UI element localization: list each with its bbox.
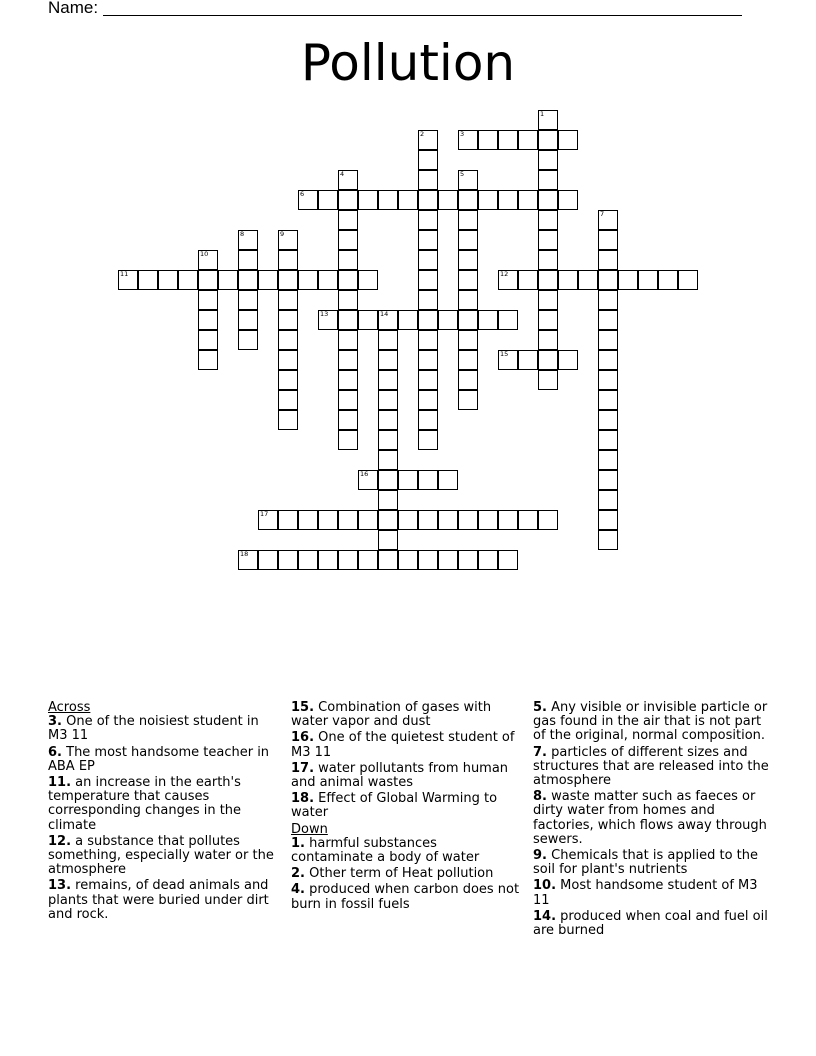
grid-cell[interactable] — [538, 270, 558, 290]
clue-number: 3 — [460, 130, 465, 138]
grid-cell[interactable] — [458, 350, 478, 370]
clue-number: 9 — [280, 230, 285, 238]
clue-down-10: 10. Most handsome student of M3 11 — [533, 878, 758, 908]
grid-cell[interactable] — [298, 550, 318, 570]
grid-cell[interactable] — [318, 510, 338, 530]
grid-cell[interactable] — [278, 290, 298, 310]
grid-cell[interactable] — [278, 550, 298, 570]
clue-across-3: 3. One of the noisiest student in M3 11 — [48, 714, 259, 744]
grid-cell[interactable] — [398, 470, 418, 490]
grid-cell[interactable] — [238, 250, 258, 270]
grid-cell[interactable] — [378, 490, 398, 510]
clue-down-8: 8. waste matter such as faeces or dirty water from homes and factories, which flows away through sewers. — [533, 789, 767, 847]
grid-cell[interactable] — [198, 250, 218, 270]
grid-cell[interactable] — [498, 270, 518, 290]
grid-cell[interactable] — [338, 250, 358, 270]
grid-cell[interactable] — [338, 190, 358, 210]
grid-cell[interactable] — [598, 250, 618, 270]
grid-cell[interactable] — [358, 190, 378, 210]
grid-cell[interactable] — [438, 550, 458, 570]
grid-cell[interactable] — [358, 310, 378, 330]
grid-cell[interactable] — [478, 550, 498, 570]
grid-cell[interactable] — [458, 310, 478, 330]
grid-cell[interactable] — [598, 450, 618, 470]
grid-cell[interactable] — [458, 230, 478, 250]
grid-cell[interactable] — [358, 470, 378, 490]
grid-cell[interactable] — [538, 190, 558, 210]
grid-cell[interactable] — [378, 390, 398, 410]
grid-cell[interactable] — [278, 310, 298, 330]
clue-down-1: 1. harmful substances contaminate a body of water — [291, 835, 480, 866]
grid-cell[interactable] — [278, 230, 298, 250]
grid-cell[interactable] — [458, 130, 478, 150]
grid-cell[interactable] — [598, 330, 618, 350]
grid-cell[interactable] — [498, 550, 518, 570]
grid-cell[interactable] — [418, 430, 438, 450]
grid-cell[interactable] — [458, 330, 478, 350]
grid-cell[interactable] — [678, 270, 698, 290]
grid-cell[interactable] — [378, 450, 398, 470]
grid-cell[interactable] — [538, 330, 558, 350]
grid-cell[interactable] — [378, 410, 398, 430]
clue-number: 17 — [260, 510, 269, 518]
grid-cell[interactable] — [198, 270, 218, 290]
grid-cell[interactable] — [198, 290, 218, 310]
clue-number: 8 — [240, 230, 245, 238]
grid-cell[interactable] — [598, 210, 618, 230]
grid-cell[interactable] — [418, 330, 438, 350]
grid-cell[interactable] — [618, 270, 638, 290]
grid-cell[interactable] — [538, 110, 558, 130]
grid-cell[interactable] — [538, 210, 558, 230]
grid-cell[interactable] — [338, 310, 358, 330]
grid-cell[interactable] — [458, 390, 478, 410]
grid-cell[interactable] — [418, 470, 438, 490]
clue-column-2 — [291, 701, 523, 914]
grid-cell[interactable] — [478, 190, 498, 210]
grid-cell[interactable] — [398, 510, 418, 530]
grid-cell[interactable] — [198, 350, 218, 370]
grid-cell[interactable] — [598, 410, 618, 430]
grid-cell[interactable] — [438, 190, 458, 210]
grid-cell[interactable] — [518, 270, 538, 290]
grid-cell[interactable] — [438, 510, 458, 530]
grid-cell[interactable] — [238, 550, 258, 570]
grid-cell[interactable] — [338, 370, 358, 390]
grid-cell[interactable] — [418, 350, 438, 370]
grid-cell[interactable] — [378, 430, 398, 450]
grid-cell[interactable] — [198, 310, 218, 330]
grid-cell[interactable] — [198, 330, 218, 350]
clue-across-16: 16. One of the quietest student of M3 11 — [291, 730, 515, 760]
clue-down-9: 9. Chemicals that is applied to the soil for plant's nutrients — [533, 848, 758, 878]
grid-cell[interactable] — [598, 270, 618, 290]
grid-cell[interactable] — [338, 350, 358, 370]
grid-cell[interactable] — [458, 510, 478, 530]
grid-cell[interactable] — [498, 350, 518, 370]
grid-cell[interactable] — [318, 270, 338, 290]
grid-cell[interactable] — [418, 310, 438, 330]
clue-number: 6 — [300, 190, 305, 198]
grid-cell[interactable] — [418, 510, 438, 530]
clue-across-15: 15. Combination of gases with water vapor and dust — [291, 700, 492, 730]
clue-number: 4 — [340, 170, 345, 178]
clue-number: 7 — [600, 210, 605, 218]
grid-cell[interactable] — [418, 190, 438, 210]
grid-cell[interactable] — [278, 250, 298, 270]
grid-cell[interactable] — [458, 290, 478, 310]
clue-number: 18 — [240, 550, 249, 558]
grid-cell[interactable] — [498, 510, 518, 530]
clue-across-12: 12. a substance that pollutes something, especially water or the atmosphere — [48, 833, 274, 878]
down-heading: Down — [291, 821, 328, 837]
clue-across-13: 13. remains, of dead animals and plants that were buried under dirt and rock. — [48, 878, 269, 922]
grid-cell[interactable] — [358, 550, 378, 570]
grid-cell[interactable] — [518, 190, 538, 210]
clue-number: 1 — [540, 110, 545, 118]
grid-cell[interactable] — [458, 270, 478, 290]
clue-number: 16 — [360, 470, 369, 478]
grid-cell[interactable] — [278, 410, 298, 430]
grid-cell[interactable] — [278, 390, 298, 410]
grid-cell[interactable] — [338, 550, 358, 570]
grid-cell[interactable] — [258, 270, 278, 290]
grid-cell[interactable] — [278, 330, 298, 350]
clue-down-7: 7. particles of different sizes and structures that are released into the atmosphere — [533, 744, 769, 789]
grid-cell[interactable] — [598, 290, 618, 310]
grid-cell[interactable] — [338, 210, 358, 230]
grid-cell[interactable] — [538, 350, 558, 370]
grid-cell[interactable] — [258, 550, 278, 570]
grid-cell[interactable] — [218, 270, 238, 290]
grid-cell[interactable] — [478, 510, 498, 530]
grid-cell[interactable] — [398, 550, 418, 570]
grid-cell[interactable] — [278, 270, 298, 290]
grid-cell[interactable] — [318, 190, 338, 210]
grid-cell[interactable] — [338, 390, 358, 410]
grid-cell[interactable] — [538, 230, 558, 250]
grid-cell[interactable] — [638, 270, 658, 290]
grid-cell[interactable] — [418, 210, 438, 230]
grid-cell[interactable] — [338, 170, 358, 190]
grid-cell[interactable] — [518, 350, 538, 370]
grid-cell[interactable] — [318, 310, 338, 330]
clue-across-17: 17. water pollutants from human and animal wastes — [291, 760, 509, 791]
grid-cell[interactable] — [378, 550, 398, 570]
grid-cell[interactable] — [158, 270, 178, 290]
grid-cell[interactable] — [598, 230, 618, 250]
grid-cell[interactable] — [538, 170, 558, 190]
grid-cell[interactable] — [518, 510, 538, 530]
grid-cell[interactable] — [458, 550, 478, 570]
clue-column-1 — [48, 701, 280, 924]
clue-down-5: 5. Any visible or invisible particle or gas found in the air that is not part of the original, normal composition. — [533, 700, 768, 744]
grid-cell[interactable] — [418, 150, 438, 170]
grid-cell[interactable] — [418, 410, 438, 430]
clue-down-2: 2. Other term of Heat pollution — [291, 866, 494, 882]
grid-cell[interactable] — [238, 330, 258, 350]
clue-column-3 — [533, 701, 769, 940]
grid-cell[interactable] — [338, 270, 358, 290]
grid-cell[interactable] — [378, 370, 398, 390]
grid-cell[interactable] — [558, 350, 578, 370]
grid-cell[interactable] — [418, 250, 438, 270]
grid-cell[interactable] — [418, 170, 438, 190]
grid-cell[interactable] — [398, 310, 418, 330]
grid-cell[interactable] — [418, 290, 438, 310]
clue-number: 10 — [200, 250, 209, 258]
grid-cell[interactable] — [138, 270, 158, 290]
clue-number: 2 — [420, 130, 425, 138]
grid-cell[interactable] — [318, 550, 338, 570]
grid-cell[interactable] — [398, 190, 418, 210]
clue-number: 14 — [380, 310, 389, 318]
name-label: Name: — [48, 0, 99, 17]
grid-cell[interactable] — [338, 330, 358, 350]
grid-cell[interactable] — [558, 130, 578, 150]
clue-across-18: 18. Effect of Global Warming to water — [291, 791, 498, 821]
across-heading: Across — [48, 700, 91, 715]
grid-cell[interactable] — [538, 510, 558, 530]
grid-cell[interactable] — [598, 490, 618, 510]
grid-cell[interactable] — [418, 270, 438, 290]
grid-cell[interactable] — [598, 470, 618, 490]
grid-cell[interactable] — [438, 470, 458, 490]
grid-cell[interactable] — [378, 510, 398, 530]
grid-cell[interactable] — [518, 130, 538, 150]
grid-cell[interactable] — [538, 250, 558, 270]
grid-cell[interactable] — [118, 270, 138, 290]
grid-cell[interactable] — [178, 270, 198, 290]
clue-down-14: 14. produced when coal and fuel oil are burned — [533, 908, 768, 939]
grid-cell[interactable] — [278, 350, 298, 370]
clue-number: 13 — [320, 310, 329, 318]
grid-cell[interactable] — [538, 150, 558, 170]
page-title: Pollution — [300, 34, 516, 92]
grid-cell[interactable] — [558, 270, 578, 290]
grid-cell[interactable] — [458, 210, 478, 230]
grid-cell[interactable] — [658, 270, 678, 290]
grid-cell[interactable] — [378, 310, 398, 330]
grid-cell[interactable] — [378, 350, 398, 370]
grid-cell[interactable] — [498, 310, 518, 330]
grid-cell[interactable] — [298, 190, 318, 210]
grid-cell[interactable] — [378, 330, 398, 350]
grid-cell[interactable] — [598, 390, 618, 410]
grid-cell[interactable] — [338, 510, 358, 530]
grid-cell[interactable] — [358, 270, 378, 290]
grid-cell[interactable] — [418, 550, 438, 570]
grid-cell[interactable] — [298, 510, 318, 530]
grid-cell[interactable] — [458, 370, 478, 390]
grid-cell[interactable] — [338, 430, 358, 450]
clue-across-11: 11. an increase in the earth's temperature that causes corresponding changes in the climate — [48, 775, 242, 833]
grid-cell[interactable] — [598, 310, 618, 330]
grid-cell[interactable] — [298, 270, 318, 290]
grid-cell[interactable] — [498, 190, 518, 210]
grid-cell[interactable] — [598, 350, 618, 370]
grid-cell[interactable] — [418, 130, 438, 150]
grid-cell[interactable] — [358, 510, 378, 530]
clue-number: 12 — [500, 270, 509, 278]
grid-cell[interactable] — [338, 410, 358, 430]
grid-cell[interactable] — [338, 290, 358, 310]
grid-cell[interactable] — [378, 470, 398, 490]
grid-cell[interactable] — [378, 530, 398, 550]
grid-cell[interactable] — [338, 230, 358, 250]
clue-across-6: 6. The most handsome teacher in ABA EP — [48, 744, 270, 774]
grid-cell[interactable] — [498, 130, 518, 150]
grid-cell[interactable] — [418, 390, 438, 410]
grid-cell[interactable] — [438, 310, 458, 330]
grid-cell[interactable] — [598, 430, 618, 450]
grid-cell[interactable] — [578, 270, 598, 290]
name-input-line[interactable] — [103, 15, 742, 16]
grid-cell[interactable] — [258, 510, 278, 530]
grid-cell[interactable] — [478, 130, 498, 150]
grid-cell[interactable] — [598, 370, 618, 390]
clue-number: 15 — [500, 350, 509, 358]
grid-cell[interactable] — [418, 370, 438, 390]
grid-cell[interactable] — [238, 310, 258, 330]
grid-cell[interactable] — [238, 230, 258, 250]
grid-cell[interactable] — [458, 170, 478, 190]
grid-cell[interactable] — [378, 190, 398, 210]
grid-cell[interactable] — [418, 230, 438, 250]
grid-cell[interactable] — [278, 510, 298, 530]
grid-cell[interactable] — [458, 190, 478, 210]
clue-number: 11 — [120, 270, 129, 278]
grid-cell[interactable] — [238, 290, 258, 310]
grid-cell[interactable] — [538, 310, 558, 330]
clue-number: 5 — [460, 170, 465, 178]
grid-cell[interactable] — [478, 310, 498, 330]
grid-cell[interactable] — [458, 250, 478, 270]
grid-cell[interactable] — [238, 270, 258, 290]
grid-cell[interactable] — [278, 370, 298, 390]
grid-cell[interactable] — [538, 290, 558, 310]
grid-cell[interactable] — [558, 190, 578, 210]
grid-cell[interactable] — [598, 530, 618, 550]
grid-cell[interactable] — [538, 130, 558, 150]
grid-cell[interactable] — [598, 510, 618, 530]
grid-cell[interactable] — [538, 370, 558, 390]
clue-down-4: 4. produced when carbon does not burn in fossil fuels — [291, 882, 520, 912]
